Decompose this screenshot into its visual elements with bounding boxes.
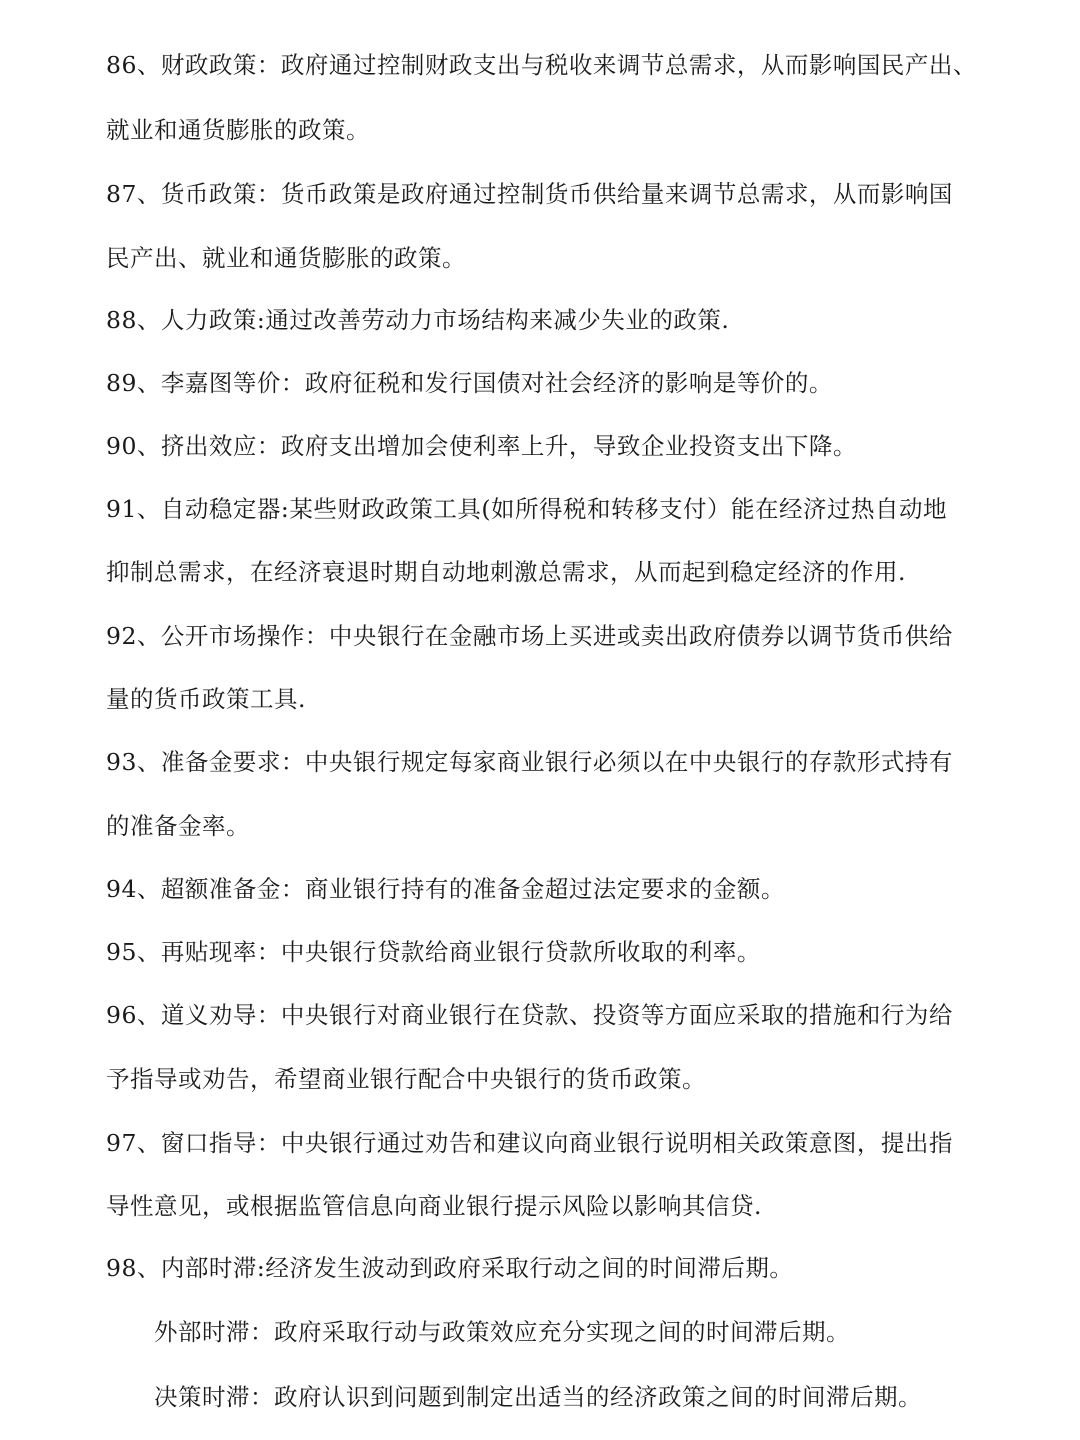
line-87a: 87、货币政策：货币政策是政府通过控制货币供给量来调节总需求，从而影响国 <box>106 180 953 208</box>
line-96a: 96、道义劝导：中央银行对商业银行在贷款、投资等方面应采取的措施和行为给 <box>106 1001 953 1029</box>
line-93b: 的准备金率。 <box>106 812 250 840</box>
line-86a: 86、财政政策：政府通过控制财政支出与税收来调节总需求，从而影响国民产出、 <box>106 51 977 79</box>
line-91a: 91、自动稳定器:某些财政政策工具(如所得税和转移支付）能在经济过热自动地 <box>106 495 947 523</box>
line-91b: 抑制总需求，在经济衰退时期自动地刺激总需求，从而起到稳定经济的作用. <box>106 558 906 586</box>
line-97b: 导性意见，或根据监管信息向商业银行提示风险以影响其信贷. <box>106 1192 762 1220</box>
line-90: 90、挤出效应：政府支出增加会使利率上升，导致企业投资支出下降。 <box>106 432 857 460</box>
line-86b: 就业和通货膨胀的政策。 <box>106 116 370 144</box>
line-92b: 量的货币政策工具. <box>106 685 306 713</box>
line-92a: 92、公开市场操作：中央银行在金融市场上买进或卖出政府债券以调节货币供给 <box>106 622 953 650</box>
line-98a: 98、内部时滞:经济发生波动到政府采取行动之间的时间滞后期。 <box>106 1254 794 1282</box>
line-93a: 93、准备金要求：中央银行规定每家商业银行必须以在中央银行的存款形式持有 <box>106 748 953 776</box>
line-89: 89、李嘉图等价：政府征税和发行国债对社会经济的影响是等价的。 <box>106 369 833 397</box>
line-87b: 民产出、就业和通货膨胀的政策。 <box>106 244 466 272</box>
line-88: 88、人力政策:通过改善劳动力市场结构来减少失业的政策. <box>106 306 730 334</box>
line-95: 95、再贴现率：中央银行贷款给商业银行贷款所收取的利率。 <box>106 938 761 966</box>
line-94: 94、超额准备金：商业银行持有的准备金超过法定要求的金额。 <box>106 875 785 903</box>
line-98b: 外部时滞：政府采取行动与政策效应充分实现之间的时间滞后期。 <box>154 1318 850 1346</box>
line-98c: 决策时滞：政府认识到问题到制定出适当的经济政策之间的时间滞后期。 <box>154 1383 922 1411</box>
line-96b: 予指导或劝告，希望商业银行配合中央银行的货币政策。 <box>106 1065 706 1093</box>
line-97a: 97、窗口指导：中央银行通过劝告和建议向商业银行说明相关政策意图，提出指 <box>106 1129 953 1157</box>
